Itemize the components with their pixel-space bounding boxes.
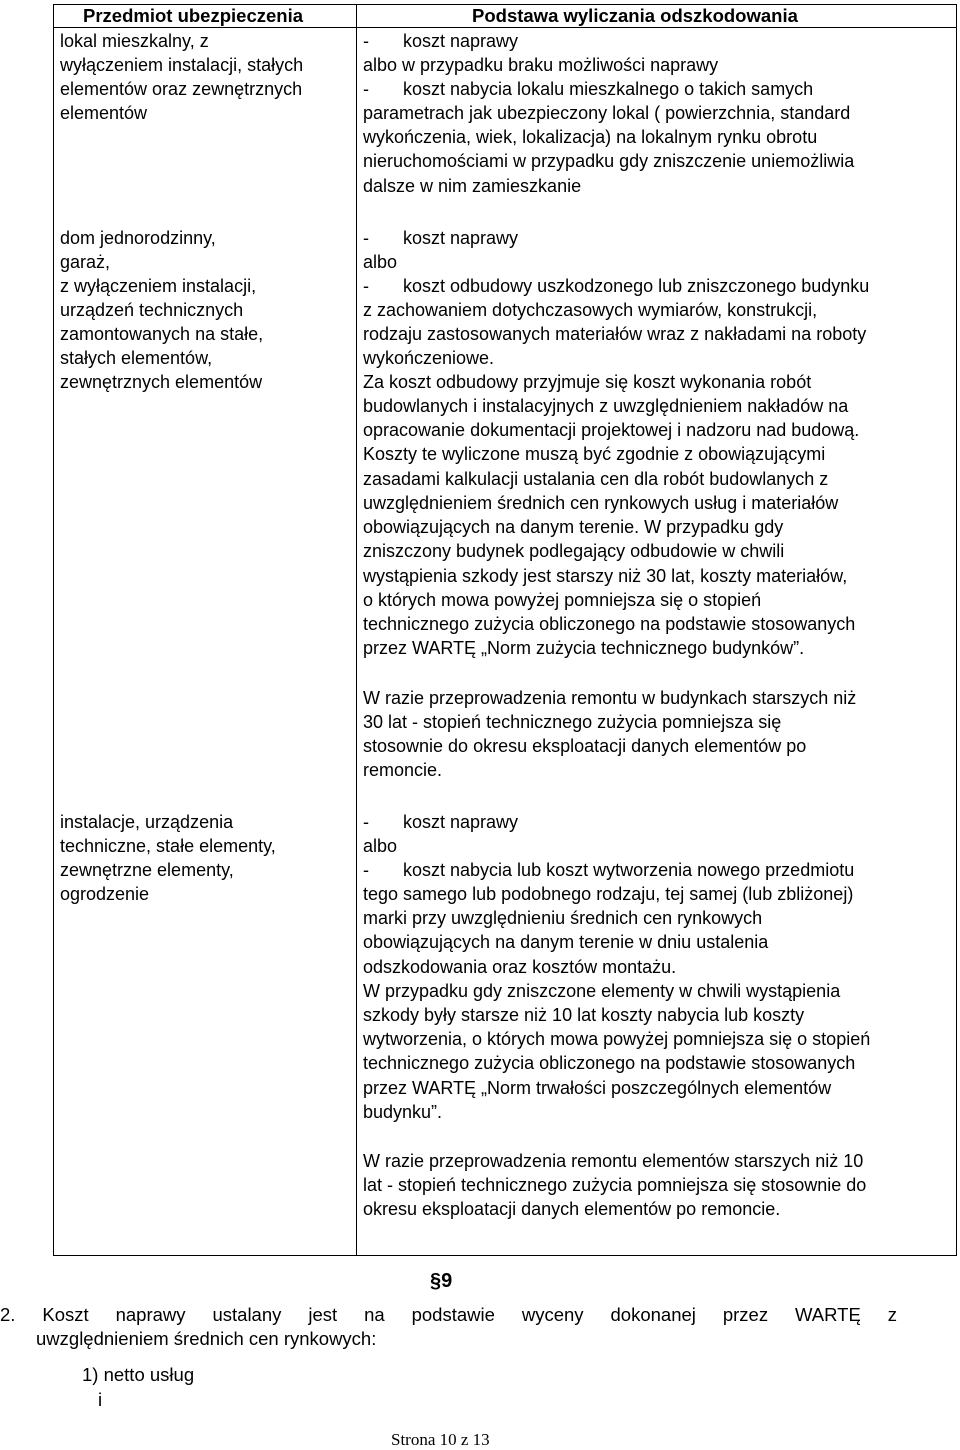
row2-basis-line: przez WARTĘ „Norm zużycia technicznego budynków”. [363, 638, 805, 658]
dash: - [363, 860, 369, 880]
row2-basis-line: remoncie. [363, 760, 443, 780]
row3-basis-line: marki przy uwzględnieniu średnich cen rynkowych [363, 908, 763, 928]
row2-subject-line: garaż, [60, 252, 111, 272]
row1-basis-line: parametrach jak ubezpieczony lokal ( powierzchnia, standard [363, 103, 851, 123]
table-column-divider [356, 4, 357, 1256]
row2-subject-line: dom jednorodzinny, [60, 228, 216, 248]
row2-basis-line: - koszt odbudowy uszkodzonego lub zniszczonego budynku [363, 274, 869, 298]
row2-basis-line: zniszczony budynek podlegający odbudowie w chwili [363, 541, 785, 561]
list-item-continuation: i [98, 1389, 103, 1410]
row1-basis-line: nieruchomościami w przypadku gdy zniszczenie uniemożliwia [363, 151, 855, 171]
table-header-divider [53, 27, 957, 28]
row2-basis-line: obowiązujących na danym terenie. W przypadku gdy [363, 517, 784, 537]
section-heading: §9 [430, 1270, 453, 1292]
row3-basis-line: szkody były starsze niż 10 lat koszty nabycia lub koszty [363, 1005, 805, 1025]
row2-basis-line: albo [363, 252, 398, 272]
row3-basis-line: wytworzenia, o których mowa powyżej pomniejsza się o stopień [363, 1029, 871, 1049]
row3-basis-line: albo [363, 836, 398, 856]
row2-subject-line: zewnętrznych elementów [60, 372, 263, 392]
row2-subject-line: urządzeń technicznych [60, 300, 244, 320]
row1-subject-line: elementów [60, 103, 148, 123]
header-subject: Przedmiot ubezpieczenia [83, 5, 303, 26]
row2-basis-line: stosownie do okresu eksploatacji danych elementów po [363, 736, 807, 756]
row1-basis-line: albo w przypadku braku możliwości naprawy [363, 55, 719, 75]
row1-subject-line: wyłączeniem instalacji, stałych [60, 55, 304, 75]
row2-basis-line: W razie przeprowadzenia remontu w budynkach starszych niż [363, 688, 857, 708]
row3-basis-line: W razie przeprowadzenia remontu elementów starszych niż 10 [363, 1151, 864, 1171]
row2-basis-line: Koszty te wyliczone muszą być zgodnie z obowiązującymi [363, 444, 826, 464]
row2-basis-line: zasadami kalkulacji ustalania cen dla robót budowlanych z [363, 469, 829, 489]
row1-basis-line: - koszt naprawy [363, 29, 518, 53]
row3-basis-line: W przypadku gdy zniszczone elementy w chwili wystąpienia [363, 981, 841, 1001]
row3-basis-line: odszkodowania oraz kosztów montażu. [363, 957, 677, 977]
row3-basis-line: budynku”. [363, 1102, 443, 1122]
dash: - [363, 31, 369, 51]
list-item-netto: 1) netto usług [82, 1364, 195, 1385]
row2-basis-line: z zachowaniem dotychczasowych wymiarów, konstrukcji, [363, 300, 818, 320]
page-footer: Strona 10 z 13 [391, 1430, 490, 1449]
point-2-line1: 2. Koszt naprawy ustalany jest na podstawie wyceny dokonanej przez WARTĘ z [0, 1304, 897, 1325]
row3-subject-line: zewnętrzne elementy, [60, 860, 234, 880]
row2-subject-line: zamontowanych na stałe, [60, 324, 264, 344]
row2-basis-line: 30 lat - stopień technicznego zużycia pomniejsza się [363, 712, 782, 732]
row3-basis-line: przez WARTĘ „Norm trwałości poszczególnych elementów [363, 1078, 832, 1098]
row2-subject-line: z wyłączeniem instalacji, [60, 276, 257, 296]
row2-basis-line: uwzględnieniem średnich cen rynkowych usług i materiałów [363, 493, 839, 513]
row3-basis-line: - koszt naprawy [363, 810, 518, 834]
dash: - [363, 79, 369, 99]
row2-basis-line: technicznego zużycia obliczonego na podstawie stosowanych [363, 614, 856, 634]
row2-basis-line: wykończeniowe. [363, 348, 495, 368]
row3-basis-line: lat - stopień technicznego zużycia pomniejsza się stosownie do [363, 1175, 867, 1195]
row2-subject-line: stałych elementów, [60, 348, 213, 368]
point-2-line2: uwzględnieniem średnich cen rynkowych: [36, 1328, 377, 1349]
dash: - [363, 812, 369, 832]
row2-basis-line: Za koszt odbudowy przyjmuje się koszt wykonania robót [363, 372, 812, 392]
row1-subject-line: lokal mieszkalny, z [60, 31, 209, 51]
dash: - [363, 276, 369, 296]
row3-basis-line: - koszt nabycia lub koszt wytworzenia nowego przedmiotu [363, 858, 854, 882]
row1-basis-line: - koszt nabycia lokalu mieszkalnego o takich samych [363, 77, 813, 101]
row2-basis-line: o których mowa powyżej pomniejsza się o stopień [363, 590, 762, 610]
row1-basis-line: dalsze w nim zamieszkanie [363, 176, 582, 196]
row3-basis-line: tego samego lub podobnego rodzaju, tej samej (lub zbliżonej) [363, 884, 854, 904]
row2-basis-line: rodzaju zastosowanych materiałów wraz z nakładami na roboty [363, 324, 867, 344]
row1-subject-line: elementów oraz zewnętrznych [60, 79, 303, 99]
row2-basis-line: wystąpienia szkody jest starszy niż 30 lat, koszty materiałów, [363, 566, 848, 586]
row1-basis-line: wykończenia, wiek, lokalizacja) na lokalnym rynku obrotu [363, 127, 818, 147]
dash: - [363, 228, 369, 248]
header-basis: Podstawa wyliczania odszkodowania [472, 5, 798, 26]
row3-basis-line: okresu eksploatacji danych elementów po remoncie. [363, 1199, 781, 1219]
row3-subject-line: techniczne, stałe elementy, [60, 836, 276, 856]
row3-basis-line: technicznego zużycia obliczonego na podstawie stosowanych [363, 1053, 856, 1073]
row3-subject-line: instalacje, urządzenia [60, 812, 234, 832]
row3-basis-line: obowiązujących na danym terenie w dniu ustalenia [363, 932, 769, 952]
row2-basis-line: - koszt naprawy [363, 226, 518, 250]
row2-basis-line: budowlanych i instalacyjnych z uwzględnieniem nakładów na [363, 396, 849, 416]
row3-subject-line: ogrodzenie [60, 884, 150, 904]
row2-basis-line: opracowanie dokumentacji projektowej i nadzoru nad budową. [363, 420, 860, 440]
